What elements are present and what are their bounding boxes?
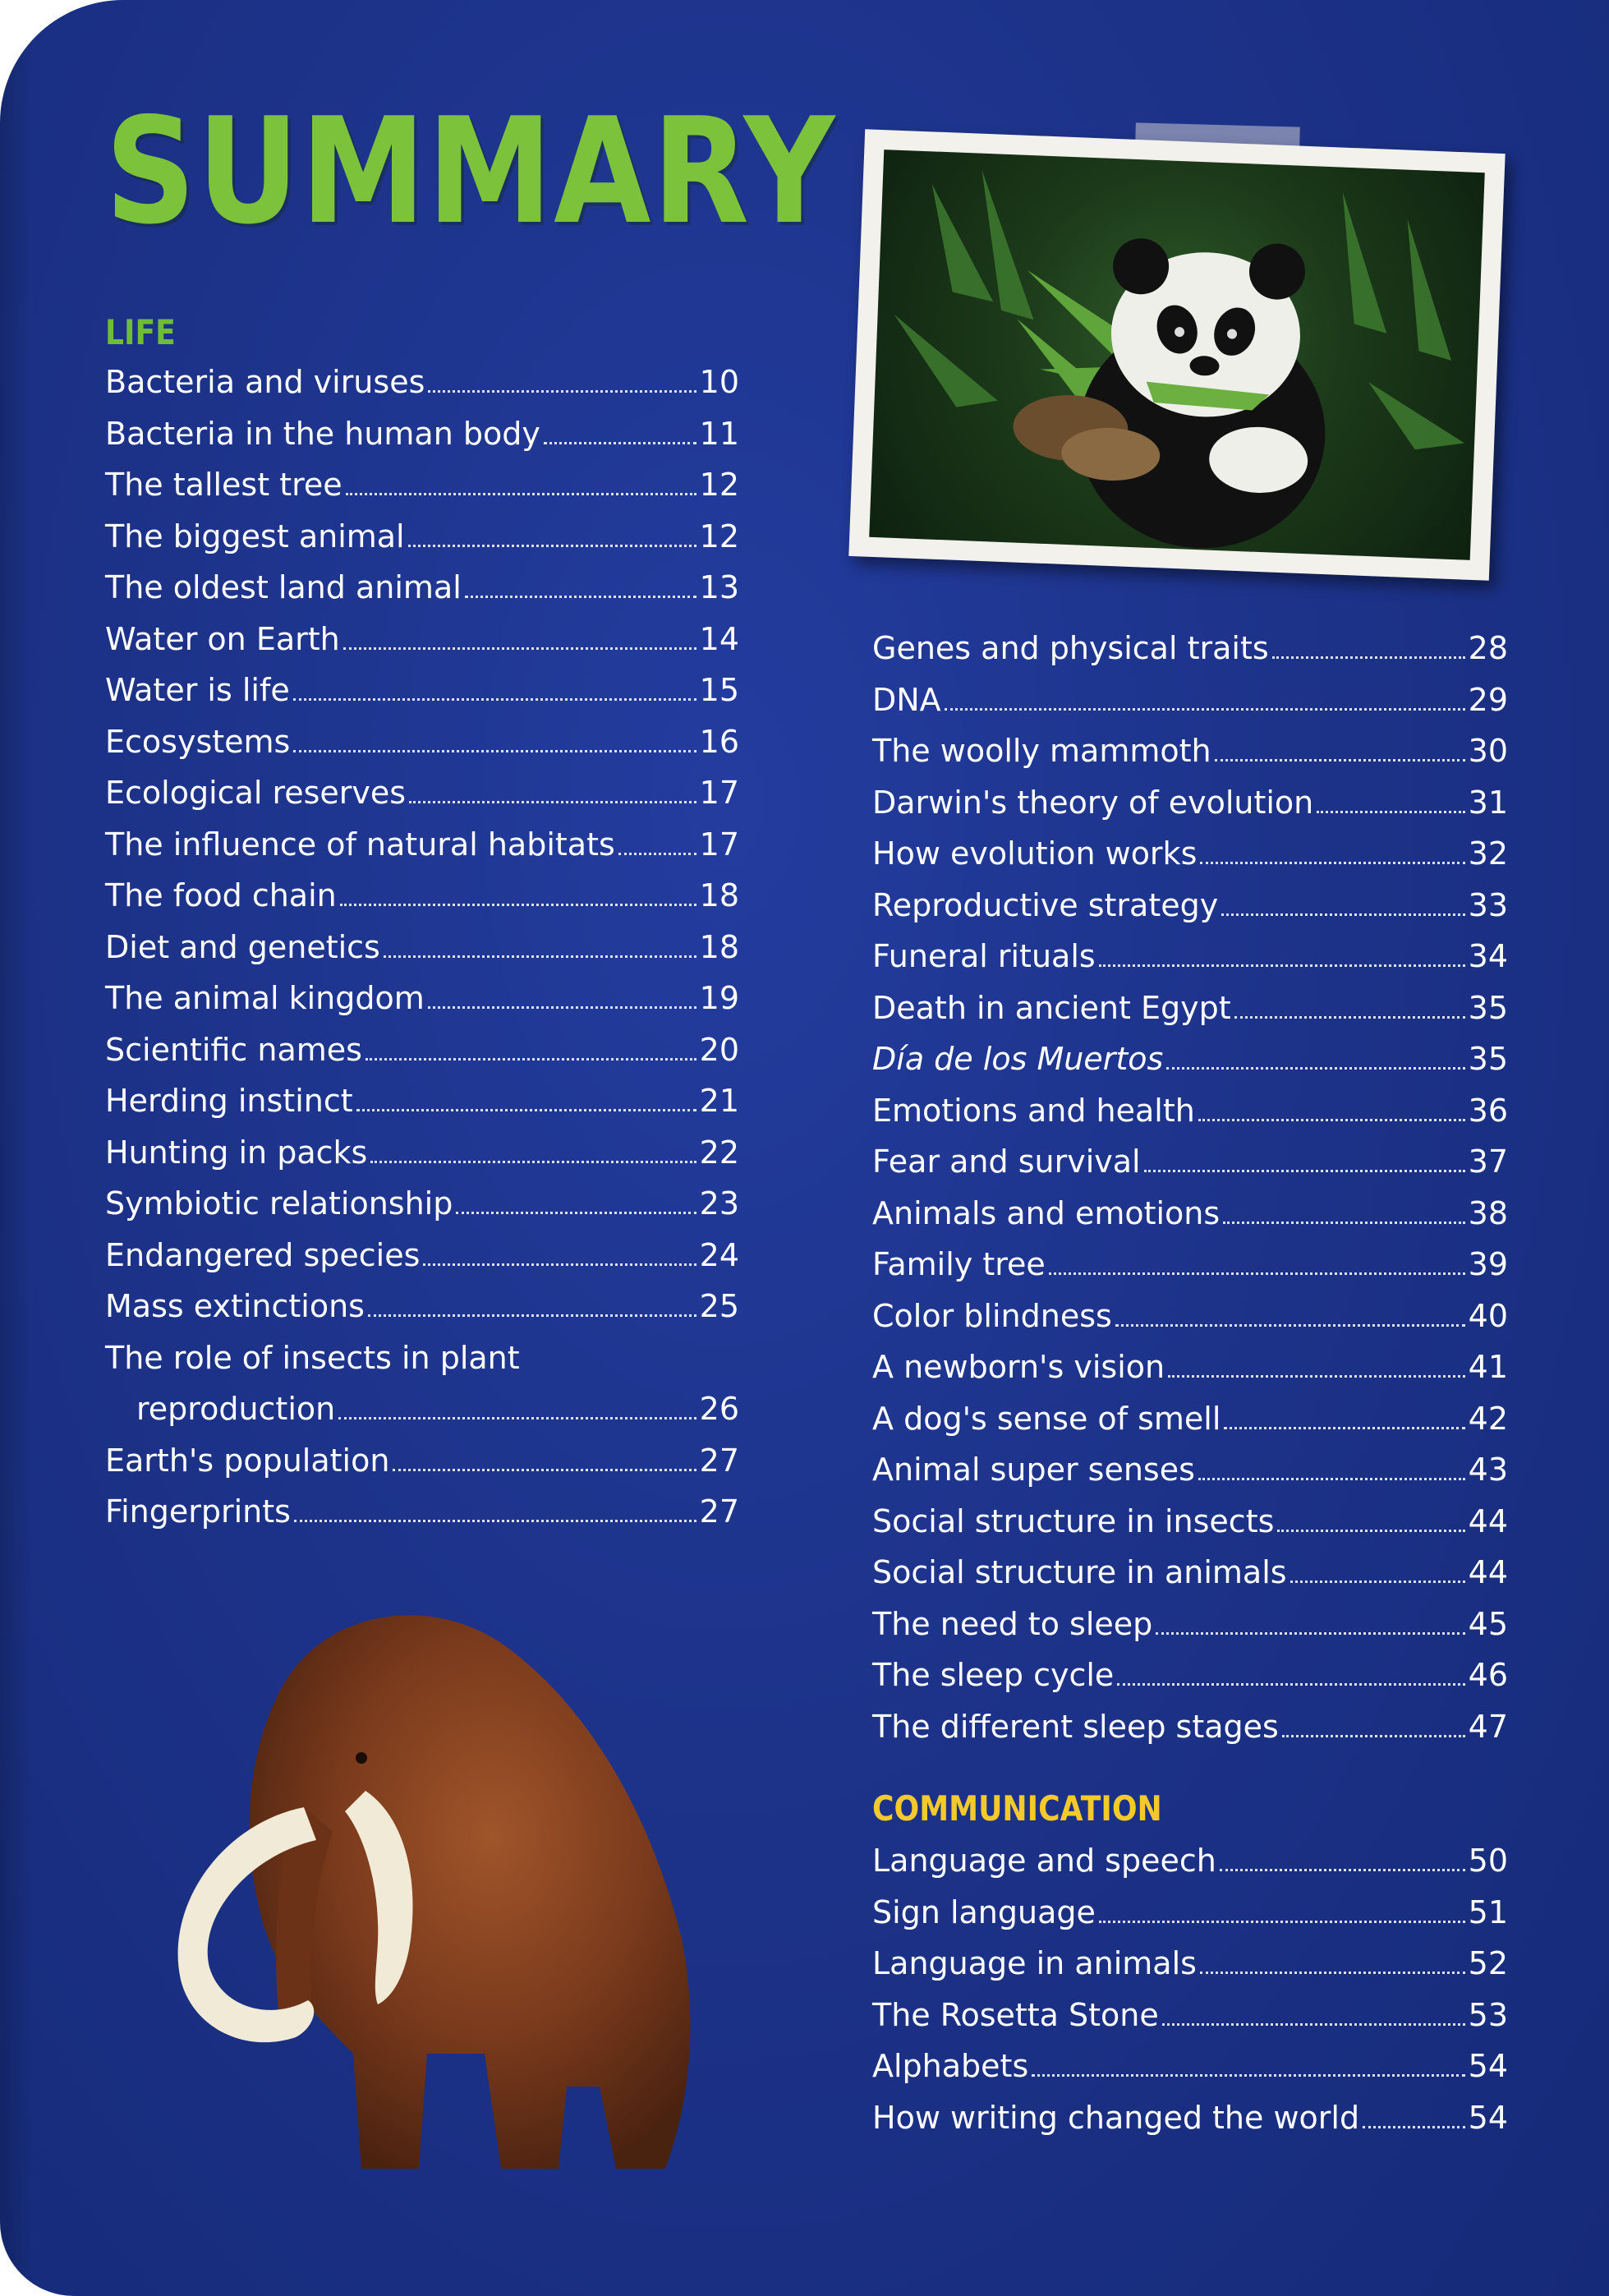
- toc-entry-label: Color blindness: [872, 1297, 1112, 1334]
- toc-entry[interactable]: [872, 1843, 1508, 1894]
- toc-entry[interactable]: [872, 2048, 1508, 2100]
- panda-photo-image: [869, 150, 1485, 560]
- toc-entry-page-number: 18: [699, 928, 739, 965]
- toc-entry[interactable]: [105, 877, 739, 929]
- toc-entry-page-number: 12: [699, 518, 739, 554]
- toc-entry-label: Funeral rituals: [872, 938, 1096, 974]
- toc-entry[interactable]: [872, 1195, 1508, 1247]
- section-heading-life: LIFE: [105, 312, 176, 352]
- toc-entry-page-number: 27: [699, 1442, 739, 1479]
- toc-entry-page-number: 17: [699, 826, 739, 863]
- toc-entry-label: The biggest animal: [105, 518, 405, 554]
- toc-entry-page-number: 35: [1468, 989, 1508, 1026]
- toc-entry[interactable]: [872, 1041, 1508, 1093]
- toc-entry-page-number: 43: [1468, 1452, 1508, 1488]
- toc-entry[interactable]: [872, 1349, 1508, 1401]
- toc-entry-label: Herding instinct: [105, 1083, 353, 1119]
- toc-entry-label: The animal kingdom: [105, 980, 425, 1016]
- toc-entry-label: Endangered species: [105, 1236, 421, 1273]
- toc-entry-page-number: 35: [1468, 1041, 1508, 1077]
- dot-leader: [945, 702, 1465, 711]
- toc-entry-page-number: 45: [1468, 1605, 1508, 1642]
- toc-entry-label: The role of insects in plant: [105, 1339, 520, 1376]
- toc-entry[interactable]: [872, 1298, 1508, 1350]
- dot-leader: [465, 589, 696, 598]
- dot-leader: [1198, 1112, 1465, 1121]
- toc-entry[interactable]: [872, 1997, 1508, 2049]
- dot-leader: [1363, 2119, 1465, 2128]
- toc-entry-label: Día de los Muertos: [872, 1041, 1164, 1077]
- toc-entry-label: Death in ancient Egypt: [872, 989, 1231, 1026]
- toc-entry-label: A dog's sense of smell: [872, 1400, 1221, 1437]
- dot-leader: [1290, 1574, 1465, 1583]
- toc-entry-page-number: 46: [1468, 1657, 1508, 1693]
- dot-leader: [1049, 1266, 1465, 1275]
- toc-entry-page-number: 29: [1468, 681, 1508, 718]
- dot-leader: [1032, 2068, 1464, 2077]
- dot-leader: [1317, 804, 1464, 813]
- page-title: SUMMARY: [105, 86, 837, 256]
- toc-entry-page-number: 37: [1468, 1143, 1508, 1180]
- toc-entry[interactable]: [105, 1442, 739, 1494]
- toc-entry-page-number: 54: [1468, 2099, 1508, 2136]
- toc-entry-label: Animal super senses: [872, 1452, 1195, 1488]
- toc-entry-page-number: 12: [699, 467, 739, 503]
- toc-entry[interactable]: [872, 1945, 1508, 1997]
- dot-leader: [1198, 1471, 1465, 1480]
- toc-entry[interactable]: [872, 835, 1508, 887]
- panda-photo: [848, 129, 1505, 581]
- toc-entry-page-number: 26: [699, 1391, 739, 1427]
- toc-entry-page-number: 50: [1468, 1843, 1508, 1879]
- toc-entry[interactable]: [872, 1246, 1508, 1298]
- toc-entry[interactable]: [872, 887, 1508, 939]
- dot-leader: [293, 743, 696, 752]
- toc-entry-label: Earth's population: [105, 1442, 390, 1479]
- dot-leader: [1144, 1163, 1465, 1172]
- toc-entry-label: Darwin's theory of evolution: [872, 784, 1314, 821]
- toc-life-column-2: [872, 630, 1508, 1760]
- toc-entry-page-number: 33: [1468, 886, 1508, 923]
- toc-entry-label: Mass extinctions: [105, 1288, 365, 1324]
- toc-entry-label: The need to sleep: [872, 1605, 1153, 1642]
- section-heading-communication: COMMUNICATION: [872, 1788, 1162, 1829]
- toc-entry-page-number: 42: [1468, 1400, 1508, 1437]
- toc-communication: [872, 1843, 1508, 2151]
- dot-leader: [1099, 1914, 1465, 1923]
- dot-leader: [456, 1205, 696, 1214]
- toc-entry-page-number: 28: [1468, 630, 1508, 666]
- dot-leader: [618, 846, 696, 855]
- dot-leader: [338, 1410, 696, 1419]
- toc-entry-label: The sleep cycle: [872, 1657, 1115, 1693]
- dot-leader: [293, 692, 696, 701]
- dot-leader: [1099, 958, 1465, 967]
- dot-leader: [428, 384, 696, 393]
- toc-entry-page-number: 21: [699, 1083, 739, 1119]
- toc-entry[interactable]: [105, 826, 739, 878]
- toc-entry[interactable]: [105, 621, 739, 673]
- dot-leader: [340, 897, 696, 906]
- toc-entry-page-number: 44: [1468, 1502, 1508, 1539]
- page-edge-shadow: [0, 0, 33, 2296]
- dot-leader: [1277, 1523, 1464, 1532]
- toc-entry-label: A newborn's vision: [872, 1349, 1165, 1385]
- toc-entry-label: Language in animals: [872, 1945, 1197, 1981]
- toc-entry[interactable]: [872, 1093, 1508, 1144]
- toc-entry[interactable]: [105, 1185, 739, 1237]
- dot-leader: [428, 1000, 696, 1009]
- toc-entry[interactable]: [872, 1894, 1508, 1946]
- toc-entry-page-number: 30: [1468, 733, 1508, 769]
- dot-leader: [346, 486, 696, 495]
- toc-entry[interactable]: [872, 1452, 1508, 1503]
- toc-entry[interactable]: [872, 1143, 1508, 1195]
- toc-entry-label: Fear and survival: [872, 1143, 1141, 1180]
- toc-entry-label: DNA: [872, 681, 941, 718]
- toc-entry-page-number: 44: [1468, 1554, 1508, 1590]
- toc-entry-page-number: 11: [699, 415, 739, 452]
- dot-leader: [1156, 1626, 1464, 1635]
- toc-entry[interactable]: [872, 938, 1508, 990]
- toc-entry-label: The influence of natural habitats: [105, 826, 615, 863]
- toc-entry-page-number: 41: [1468, 1349, 1508, 1385]
- toc-entry-page-number: 15: [699, 672, 739, 708]
- toc-entry-label: The different sleep stages: [872, 1708, 1279, 1745]
- toc-entry[interactable]: [105, 416, 739, 467]
- toc-entry-label: Ecological reserves: [105, 775, 407, 811]
- dot-leader: [1282, 1728, 1465, 1737]
- dot-leader: [1115, 1318, 1465, 1327]
- dot-leader: [544, 435, 696, 444]
- toc-entry-page-number: 40: [1468, 1297, 1508, 1334]
- toc-entry-label: Hunting in packs: [105, 1134, 368, 1171]
- toc-entry-page-number: 18: [699, 877, 739, 913]
- toc-entry-page-number: 53: [1468, 1996, 1508, 2033]
- toc-entry[interactable]: [105, 775, 739, 826]
- toc-entry[interactable]: [105, 569, 739, 621]
- toc-life-column-1: [105, 364, 739, 1545]
- toc-entry-page-number: 47: [1468, 1708, 1508, 1745]
- toc-entry-label: Scientific names: [105, 1031, 362, 1068]
- toc-entry-page-number: 10: [699, 364, 739, 400]
- dot-leader: [1215, 752, 1465, 761]
- toc-entry-page-number: 52: [1468, 1945, 1508, 1981]
- toc-entry-page-number: 31: [1468, 784, 1508, 821]
- toc-entry-label: Emotions and health: [872, 1092, 1195, 1129]
- toc-entry[interactable]: [105, 467, 739, 518]
- toc-entry[interactable]: [105, 1032, 739, 1084]
- toc-entry[interactable]: [872, 785, 1508, 836]
- toc-entry-page-number: 54: [1468, 2048, 1508, 2084]
- toc-entry-page-number: 16: [699, 723, 739, 760]
- toc-entry[interactable]: [105, 364, 739, 416]
- dot-leader: [384, 949, 696, 958]
- toc-entry[interactable]: [872, 733, 1508, 785]
- dot-leader: [1220, 1862, 1465, 1871]
- toc-entry-page-number: 23: [699, 1185, 739, 1222]
- toc-entry[interactable]: [872, 682, 1508, 734]
- toc-entry-label: How writing changed the world: [872, 2099, 1360, 2136]
- toc-entry[interactable]: [105, 1288, 739, 1340]
- toc-entry[interactable]: [105, 980, 739, 1032]
- toc-entry-page-number: 22: [699, 1134, 739, 1171]
- toc-entry-label: Symbiotic relationship: [105, 1185, 453, 1222]
- dot-leader: [1221, 907, 1464, 916]
- dot-leader: [1234, 1010, 1465, 1019]
- toc-entry[interactable]: [872, 630, 1508, 682]
- dot-leader: [1162, 2017, 1465, 2026]
- toc-entry-label: Family tree: [872, 1246, 1046, 1282]
- toc-entry-label: Genes and physical traits: [872, 630, 1269, 666]
- toc-entry[interactable]: [872, 1503, 1508, 1555]
- dot-leader: [1166, 1061, 1464, 1070]
- dot-leader: [1224, 1420, 1464, 1429]
- toc-entry[interactable]: [105, 1083, 739, 1134]
- toc-entry-page-number: 24: [699, 1236, 739, 1273]
- toc-entry[interactable]: [872, 1606, 1508, 1658]
- toc-entry-page-number: 32: [1468, 835, 1508, 872]
- dot-leader: [1200, 855, 1464, 864]
- toc-entry-label: Bacteria and viruses: [105, 364, 425, 400]
- dot-leader: [1200, 1965, 1465, 1974]
- dot-leader: [294, 1513, 696, 1522]
- dot-leader: [1223, 1215, 1464, 1224]
- toc-entry[interactable]: [105, 1237, 739, 1289]
- toc-entry-page-number: 14: [699, 620, 739, 657]
- toc-entry-label: reproduction: [136, 1391, 336, 1427]
- toc-entry[interactable]: [872, 990, 1508, 1042]
- toc-entry-label: Social structure in animals: [872, 1554, 1287, 1590]
- toc-entry-label: Language and speech: [872, 1843, 1216, 1879]
- toc-entry[interactable]: [105, 1340, 739, 1392]
- toc-entry-page-number: 20: [699, 1031, 739, 1068]
- toc-entry-page-number: 19: [699, 980, 739, 1016]
- toc-entry-label: Social structure in insects: [872, 1502, 1275, 1539]
- dot-leader: [393, 1462, 696, 1471]
- toc-entry-label: The woolly mammoth: [872, 733, 1211, 769]
- toc-entry-label: Diet and genetics: [105, 928, 380, 965]
- toc-entry-page-number: 38: [1468, 1194, 1508, 1231]
- toc-entry-label: The Rosetta Stone: [872, 1996, 1159, 2033]
- toc-entry-label: How evolution works: [872, 835, 1198, 872]
- toc-entry[interactable]: [872, 1401, 1508, 1452]
- toc-entry[interactable]: [105, 724, 739, 775]
- dot-leader: [408, 538, 696, 547]
- toc-entry[interactable]: [872, 1657, 1508, 1709]
- toc-entry-label: Water is life: [105, 672, 290, 708]
- toc-entry[interactable]: [105, 1391, 739, 1442]
- toc-entry-page-number: 27: [699, 1493, 739, 1530]
- toc-entry-label: Alphabets: [872, 2048, 1029, 2084]
- toc-entry[interactable]: [105, 672, 739, 724]
- toc-entry-label: The tallest tree: [105, 467, 342, 503]
- toc-entry-label: Reproductive strategy: [872, 886, 1219, 923]
- woolly-mammoth-illustration: [156, 1594, 723, 2218]
- dot-leader: [1117, 1677, 1464, 1686]
- dot-leader: [423, 1257, 696, 1266]
- toc-entry-label: The oldest land animal: [105, 569, 462, 605]
- toc-entry-label: Fingerprints: [105, 1493, 291, 1530]
- toc-entry[interactable]: [872, 2100, 1508, 2151]
- toc-entry-label: The food chain: [105, 877, 337, 913]
- toc-entry[interactable]: [872, 1554, 1508, 1606]
- dot-leader: [365, 1051, 696, 1061]
- toc-entry-label: Bacteria in the human body: [105, 415, 540, 452]
- toc-entry-page-number: 34: [1468, 938, 1508, 974]
- toc-entry-page-number: 13: [699, 569, 739, 605]
- toc-entry-label: Animals and emotions: [872, 1194, 1221, 1231]
- dot-leader: [1272, 650, 1465, 659]
- dot-leader: [370, 1154, 696, 1163]
- toc-entry-page-number: 39: [1468, 1246, 1508, 1282]
- toc-entry[interactable]: [105, 1493, 739, 1545]
- toc-entry-page-number: 36: [1468, 1092, 1508, 1129]
- toc-entry-label: Ecosystems: [105, 723, 291, 760]
- dot-leader: [343, 641, 696, 650]
- toc-entry-page-number: 25: [699, 1288, 739, 1324]
- toc-entry[interactable]: [872, 1709, 1508, 1760]
- dot-leader: [409, 794, 696, 803]
- toc-entry[interactable]: [105, 518, 739, 570]
- toc-entry[interactable]: [105, 929, 739, 981]
- toc-entry-page-number: 51: [1468, 1893, 1508, 1930]
- toc-entry-label: Water on Earth: [105, 620, 340, 657]
- panda-illustration: [869, 150, 1485, 560]
- dot-leader: [368, 1308, 696, 1317]
- toc-entry-label: Sign language: [872, 1893, 1096, 1930]
- dot-leader: [356, 1102, 696, 1111]
- toc-entry[interactable]: [105, 1134, 739, 1186]
- dot-leader: [1168, 1369, 1465, 1378]
- toc-entry-page-number: 17: [699, 775, 739, 811]
